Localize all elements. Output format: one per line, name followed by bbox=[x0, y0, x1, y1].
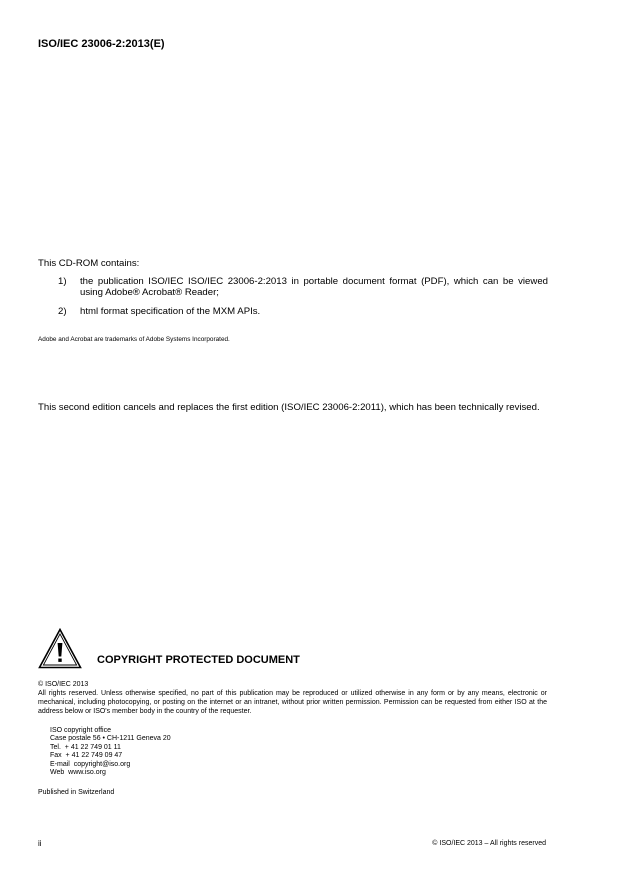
office-line: Case postale 56 • CH-1211 Geneva 20 bbox=[50, 735, 171, 743]
office-line: ISO copyright office bbox=[50, 727, 111, 734]
office-email: E-mail copyright@iso.org bbox=[50, 760, 131, 768]
rights-statement: All rights reserved. Unless otherwise specified, no part of this publication may be reproduced or utilized otherwise in any form or by any means, electronic or mechanical, including photocopying, or posting on the internet or an intranet, without prior written permission. Permission can be requested from either ISO at the address below or ISO's member body in the country of the requester. bbox=[38, 690, 547, 715]
page-number: ii bbox=[38, 839, 42, 848]
list-item-text: html format specification of the MXM APIs. bbox=[80, 306, 261, 317]
edition-note: This second edition cancels and replaces the first edition (ISO/IEC 23006-2:2011), which has been technically revised. bbox=[38, 402, 540, 413]
office-web: Web www.iso.org bbox=[50, 769, 106, 777]
warning-triangle-icon bbox=[38, 628, 82, 669]
copyright-title: COPYRIGHT PROTECTED DOCUMENT bbox=[97, 654, 300, 666]
office-fax: Fax + 41 22 749 09 47 bbox=[50, 752, 123, 760]
cdrom-intro: This CD-ROM contains: bbox=[38, 258, 140, 269]
document-header-id: ISO/IEC 23006-2:2013(E) bbox=[38, 38, 165, 50]
list-item-number: 1) bbox=[58, 276, 67, 287]
copyright-line: © ISO/IEC 2013 bbox=[38, 681, 89, 688]
iso-office-address bbox=[50, 727, 171, 777]
footer-copyright: © ISO/IEC 2013 – All rights reserved bbox=[432, 840, 546, 847]
list-item-text: the publication ISO/IEC ISO/IEC 23006-2:2013 in portable document format (PDF), which can be viewed using Adobe® Acrobat® Reader; bbox=[80, 276, 548, 299]
published-location: Published in Switzerland bbox=[38, 789, 115, 796]
trademark-notice: Adobe and Acrobat are trademarks of Adobe Systems Incorporated. bbox=[38, 336, 230, 343]
cdrom-list-item bbox=[58, 306, 548, 317]
office-phone: Tel. + 41 22 749 01 11 bbox=[50, 743, 121, 751]
cdrom-list-item bbox=[58, 276, 548, 298]
list-item-number: 2) bbox=[58, 306, 67, 317]
